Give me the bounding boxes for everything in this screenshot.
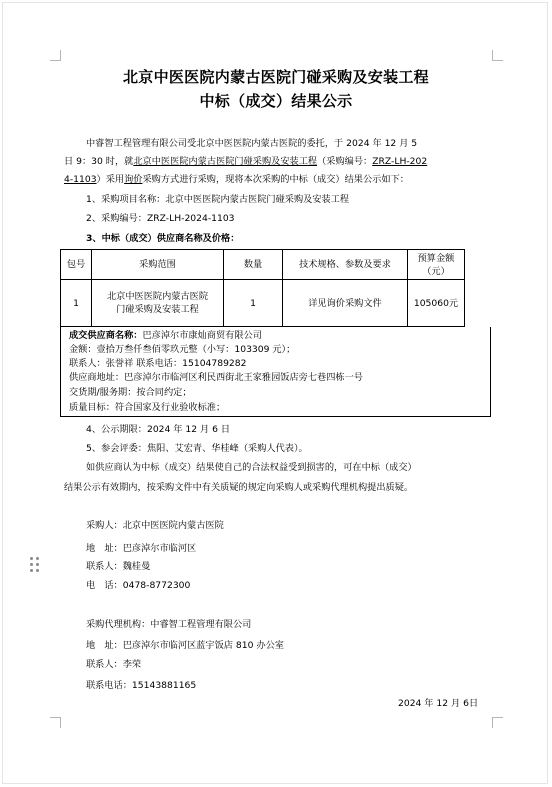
intro-line-3: 4-1103）采用询价采购方式进行采购，现将本次采购的中标（成交）结果公示如下： bbox=[64, 174, 409, 185]
header-scope: 采购范围 bbox=[92, 250, 224, 280]
project-code-part-2: 4-1103 bbox=[64, 174, 97, 185]
complaint-notice-line-2: 结果公示有效期内，按采购文件中有关质疑的规定向采购人或采购代理机构提出质疑。 bbox=[64, 482, 414, 493]
drag-handle-icon[interactable] bbox=[30, 557, 40, 573]
winner-contact: 联系人：张誉祥 联系电话：15104789282 bbox=[69, 358, 247, 369]
cell-spec: 详见询价采购文件 bbox=[283, 280, 408, 327]
agency-contact: 联系人：李荣 bbox=[86, 659, 142, 670]
project-name-link: 北京中医医院内蒙古医院门碰采购及安装工程 bbox=[133, 156, 318, 167]
document-subtitle: 中标（成交）结果公示 bbox=[199, 92, 353, 110]
procurement-method: 询价 bbox=[124, 174, 143, 185]
signature-date: 2024 年 12 月 6日 bbox=[398, 698, 479, 709]
item-project-name: 1、采购项目名称：北京中医医院内蒙古医院门碰采购及安装工程 bbox=[86, 194, 350, 205]
bid-result-table bbox=[60, 249, 465, 327]
table-header-row bbox=[61, 250, 465, 280]
agency-name: 采购代理机构：中睿智工程管理有限公司 bbox=[86, 619, 252, 630]
crop-mark-top-right bbox=[492, 50, 503, 61]
item-judges: 5、参会评委：焦阳、艾宏青、华桂峰（采购人代表）。 bbox=[86, 443, 308, 454]
complaint-notice-line-1: 如供应商认为中标（成交）结果使自己的合法权益受到损害的，可在中标（成交） bbox=[86, 462, 417, 473]
purchaser-phone: 电 话：0478-8772300 bbox=[86, 580, 191, 591]
header-package: 包号 bbox=[61, 250, 92, 280]
crop-mark-bottom-left bbox=[50, 717, 61, 728]
intro-line-1: 中睿智工程管理有限公司受北京中医医院内蒙古医院的委托，于 2024 年 12 月 5 bbox=[86, 138, 418, 149]
crop-mark-top-left bbox=[50, 50, 61, 61]
document-title: 北京中医医院内蒙古医院门碰采购及安装工程 bbox=[122, 68, 429, 86]
winner-info-box bbox=[60, 327, 491, 417]
winner-address: 供应商地址：巴彦淖尔市临河区利民西街北王家雅园饭店旁七巷四栋一号 bbox=[69, 372, 363, 383]
purchaser-name: 采购人：北京中医医院内蒙古医院 bbox=[86, 520, 224, 531]
winner-supplier: 成交供应商名称：巴彦淖尔市康灿商贸有限公司 bbox=[69, 330, 262, 341]
table-row bbox=[61, 280, 465, 327]
header-spec: 技术规格、参数及要求 bbox=[283, 250, 408, 280]
cell-package: 1 bbox=[61, 280, 92, 327]
cell-quantity: 1 bbox=[224, 280, 283, 327]
crop-mark-bottom-right bbox=[492, 717, 503, 728]
winner-amount: 金额：壹拾万叁仟叁佰零玖元整（小写：103309 元）； bbox=[69, 344, 296, 355]
winner-quality: 质量目标：符合国家及行业验收标准； bbox=[69, 402, 226, 413]
header-quantity: 数量 bbox=[224, 250, 283, 280]
agency-phone: 联系电话：15143881165 bbox=[86, 680, 197, 691]
project-code-part-1: ZRZ-LH-202 bbox=[372, 156, 428, 167]
item-supplier-heading: 3、中标（成交）供应商名称及价格： bbox=[86, 233, 240, 244]
cell-budget: 105060元 bbox=[408, 280, 465, 327]
purchaser-address: 地 址：巴彦淖尔市临河区 bbox=[86, 543, 197, 554]
purchaser-contact: 联系人：魏桂曼 bbox=[86, 561, 151, 572]
intro-line-2: 日 9：30 时，就北京中医医院内蒙古医院门碰采购及安装工程（采购编号：ZRZ-LH-202 bbox=[64, 156, 428, 167]
winner-delivery: 交货期/服务期：按合同约定； bbox=[69, 387, 192, 398]
item-publicity-period: 4、公示期限：2024 年 12 月 6 日 bbox=[86, 424, 231, 435]
agency-address: 地 址：巴彦淖尔市临河区蓝宇饭店 810 办公室 bbox=[86, 640, 284, 651]
header-budget: 预算金额 （元） bbox=[408, 250, 465, 280]
cell-scope: 北京中医医院内蒙古医院 门碰采购及安装工程 bbox=[92, 280, 224, 327]
item-project-code: 2、采购编号：ZRZ-LH-2024-1103 bbox=[86, 213, 235, 224]
